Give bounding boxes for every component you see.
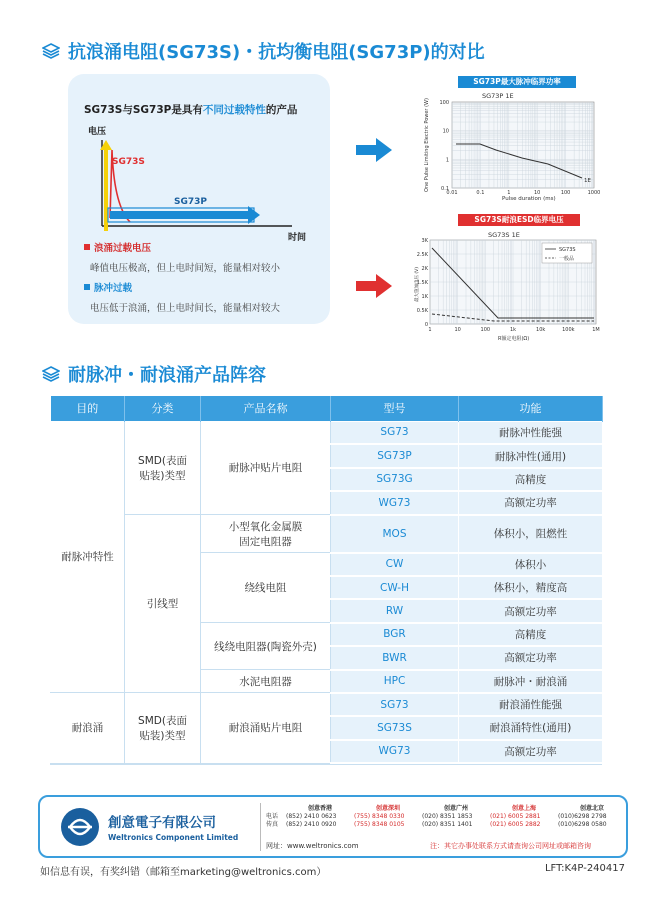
axis-time-label: 时间	[288, 233, 307, 243]
model-cell: CW-H	[331, 576, 459, 599]
heading-highlight: 不同过载特性	[202, 104, 266, 116]
chart2-esd-voltage	[414, 230, 608, 342]
purpose-cell: 耐浪涌	[51, 693, 125, 763]
chart2-ytick: 1K	[421, 294, 428, 300]
office-fax: (021) 6005 2882	[490, 821, 541, 828]
section-title-text: 抗浪涌电阻(SG73S)・抗均衡电阻(SG73P)的对比	[68, 42, 485, 63]
office-names-row	[266, 805, 626, 813]
table-header-row	[51, 396, 603, 421]
product-name-cell: 耐脉冲贴片电阻	[201, 421, 331, 515]
chart2-ytick: 1.5K	[416, 280, 428, 286]
chart2-xlabel: R额定电阻(Ω)	[498, 336, 530, 342]
office-name: 创意上海	[511, 805, 536, 812]
website-row	[266, 841, 591, 851]
office-tel: (010)6298 2798	[558, 813, 607, 820]
chart2-ytick: 0.5K	[416, 308, 428, 314]
function-cell: 高精度	[459, 623, 603, 646]
chart2-subtitle: SG73S 1E	[488, 231, 520, 239]
chart2-ytick: 2K	[421, 266, 428, 272]
red-square-icon	[84, 244, 90, 250]
function-cell: 体积小，阻燃性	[459, 515, 603, 553]
header-model: 型号	[331, 396, 459, 421]
comparison-panel	[68, 74, 330, 324]
category-cell: 引线型	[125, 515, 201, 693]
chart1-xtick: 100	[560, 190, 571, 196]
table-row	[51, 693, 603, 716]
purpose-cell: 耐脉冲特性	[51, 421, 125, 693]
model-cell: BGR	[331, 623, 459, 646]
chart2-ytick: 0	[424, 322, 428, 328]
tel-label: 电话	[266, 813, 279, 820]
product-name-cell: 耐浪涌贴片电阻	[201, 693, 331, 763]
function-cell: 体积小，精度高	[459, 576, 603, 599]
red-arrow-icon	[356, 274, 392, 298]
company-name-en: Weltronics Component Limited	[108, 833, 239, 842]
function-cell: 耐脉冲性能强	[459, 421, 603, 444]
section-title-text: 耐脉冲・耐浪涌产品阵容	[68, 365, 266, 386]
company-footer	[38, 795, 628, 858]
axis-voltage-label: 电压	[88, 127, 107, 137]
chart1-ylabel: One Pulse Limiting Electric Power (W)	[424, 98, 430, 192]
chart1-xtick: 10	[534, 190, 541, 196]
office-tel: (020) 8351 1853	[422, 813, 473, 820]
chart2-ylabel: 最大施加电压 (V)	[415, 266, 420, 302]
office-fax: (755) 8348 0105	[354, 821, 405, 828]
product-name-cell: 水泥电阻器	[201, 670, 331, 693]
function-cell: 耐浪涌特性(通用)	[459, 716, 603, 739]
function-cell: 高额定功率	[459, 599, 603, 622]
office-fax: (020) 8351 1401	[422, 821, 473, 828]
chart1-pulse-power	[422, 92, 608, 202]
chart1-xtick: 1000	[587, 190, 601, 196]
table-row	[51, 421, 603, 444]
website-label: 网址：	[266, 842, 287, 850]
model-cell: CW	[331, 553, 459, 576]
heading-pre: SG73S与SG73P是具有	[84, 104, 203, 116]
chart2-ytick: 3K	[421, 238, 428, 244]
legend-surge	[84, 240, 280, 274]
product-table	[50, 396, 602, 765]
office-fax: (010)6298 0580	[558, 821, 607, 828]
table-row	[51, 515, 603, 553]
chart1-xtick: 1	[507, 190, 511, 196]
layers-icon	[42, 366, 60, 382]
comparison-heading	[84, 102, 297, 117]
chart1-caption: SG73P最大脉冲临界功率	[458, 76, 576, 88]
model-cell: RW	[331, 599, 459, 622]
chart1-xtick: 0.1	[476, 190, 485, 196]
chart2-xtick: 10	[454, 327, 461, 333]
model-cell: HPC	[331, 670, 459, 693]
chart2-xtick: 1k	[509, 327, 517, 333]
model-cell: SG73	[331, 421, 459, 444]
model-cell: WG73	[331, 491, 459, 514]
function-cell: 耐脉冲性(通用)	[459, 444, 603, 467]
chart1-curve-label: 1E	[584, 178, 591, 184]
surge-desc: 峰值电压极高，但上电时间短，能量相对较小	[90, 263, 281, 274]
chart2-xtick: 1	[428, 327, 432, 333]
company-name-cn: 創意電子有限公司	[108, 815, 216, 831]
function-cell: 高精度	[459, 468, 603, 491]
feedback-note: 如信息有误，有奖纠错（邮箱至marketing@weltronics.com）	[40, 867, 327, 878]
office-tel: (852) 2410 0623	[286, 813, 337, 820]
website-link[interactable]: www.weltronics.com	[287, 842, 359, 850]
voltage-time-diagram	[82, 126, 322, 254]
chart2-caption: SG73S耐浪ESD临界电压	[458, 214, 580, 226]
office-tel: (755) 8348 0330	[354, 813, 405, 820]
chart1-xtick: 0.01	[446, 190, 458, 196]
chart1-subtitle: SG73P 1E	[482, 92, 514, 100]
model-cell: SG73G	[331, 468, 459, 491]
pulse-title: 脉冲过载	[94, 283, 133, 294]
category-cell: SMD(表面 贴装)类型	[125, 693, 201, 763]
office-name: 创意香港	[307, 805, 332, 812]
chart2-xtick: 1M	[592, 327, 600, 333]
header-product-name: 产品名称	[201, 396, 331, 421]
section-title-lineup	[42, 361, 266, 387]
footer-divider	[260, 803, 261, 851]
model-cell: WG73	[331, 740, 459, 763]
blue-square-icon	[84, 284, 90, 290]
office-name: 创意北京	[579, 805, 604, 812]
model-cell: MOS	[331, 515, 459, 553]
office-tel-row	[266, 813, 626, 821]
header-category: 分类	[125, 396, 201, 421]
office-name: 创意深圳	[375, 805, 400, 812]
product-name-cell: 线绕电阻器(陶瓷外壳)	[201, 623, 331, 670]
chart1-ytick: 10	[442, 128, 449, 135]
chart2-legend-general: 一般品	[559, 256, 575, 262]
legend-pulse	[84, 280, 280, 314]
sg73p-label: SG73P	[174, 197, 207, 207]
section-title-comparison	[42, 38, 485, 64]
office-name: 创意广州	[443, 805, 468, 812]
model-cell: SG73P	[331, 444, 459, 467]
function-cell: 耐脉冲・耐浪涌	[459, 670, 603, 693]
fax-label: 传真	[266, 821, 279, 828]
chart2-ytick: 2.5K	[416, 252, 428, 258]
chart1-xlabel: Pulse duration (ms)	[502, 196, 556, 202]
office-fax: (852) 2410 0920	[286, 821, 337, 828]
model-cell: BWR	[331, 646, 459, 669]
model-cell: SG73S	[331, 716, 459, 739]
chart2-xtick: 10k	[536, 327, 546, 333]
function-cell: 体积小	[459, 553, 603, 576]
product-name-cell: 绕线电阻	[201, 553, 331, 623]
model-cell: SG73	[331, 693, 459, 716]
office-tel: (021) 6005 2881	[490, 813, 541, 820]
office-contacts	[266, 805, 626, 829]
category-cell: SMD(表面 贴装)类型	[125, 421, 201, 515]
function-cell: 高额定功率	[459, 646, 603, 669]
function-cell: 高额定功率	[459, 740, 603, 763]
pulse-desc: 电压低于浪涌，但上电时间长，能量相对较大	[90, 303, 281, 314]
contact-note: 注：其它办事处联系方式请查询公司网址或邮箱咨询	[430, 842, 591, 850]
sg73p-bar	[110, 211, 248, 219]
office-fax-row	[266, 821, 626, 829]
chart2-xtick: 100	[480, 327, 491, 333]
product-name-cell: 小型氧化金属膜 固定电阻器	[201, 515, 331, 553]
header-purpose: 目的	[51, 396, 125, 421]
sg73s-label: SG73S	[112, 157, 145, 167]
function-cell: 耐浪涌性能强	[459, 693, 603, 716]
chart1-ytick: 0.1	[441, 186, 449, 192]
layers-icon	[42, 43, 60, 59]
company-logo-icon	[60, 807, 100, 847]
chart1-ytick: 1	[445, 157, 449, 164]
chart2-legend-sg73s: SG73S	[559, 247, 576, 253]
heading-post: 的产品	[265, 104, 298, 116]
document-code: LFT:K4P-240417	[544, 863, 625, 874]
surge-title: 浪涌过载电压	[94, 243, 152, 254]
header-function: 功能	[459, 396, 603, 421]
chart2-xtick: 100k	[562, 327, 575, 333]
blue-arrow-icon	[356, 138, 392, 162]
chart1-plot-area	[452, 102, 594, 188]
chart1-ytick: 100	[439, 100, 449, 106]
function-cell: 高额定功率	[459, 491, 603, 514]
table-bottom-border	[50, 764, 602, 765]
